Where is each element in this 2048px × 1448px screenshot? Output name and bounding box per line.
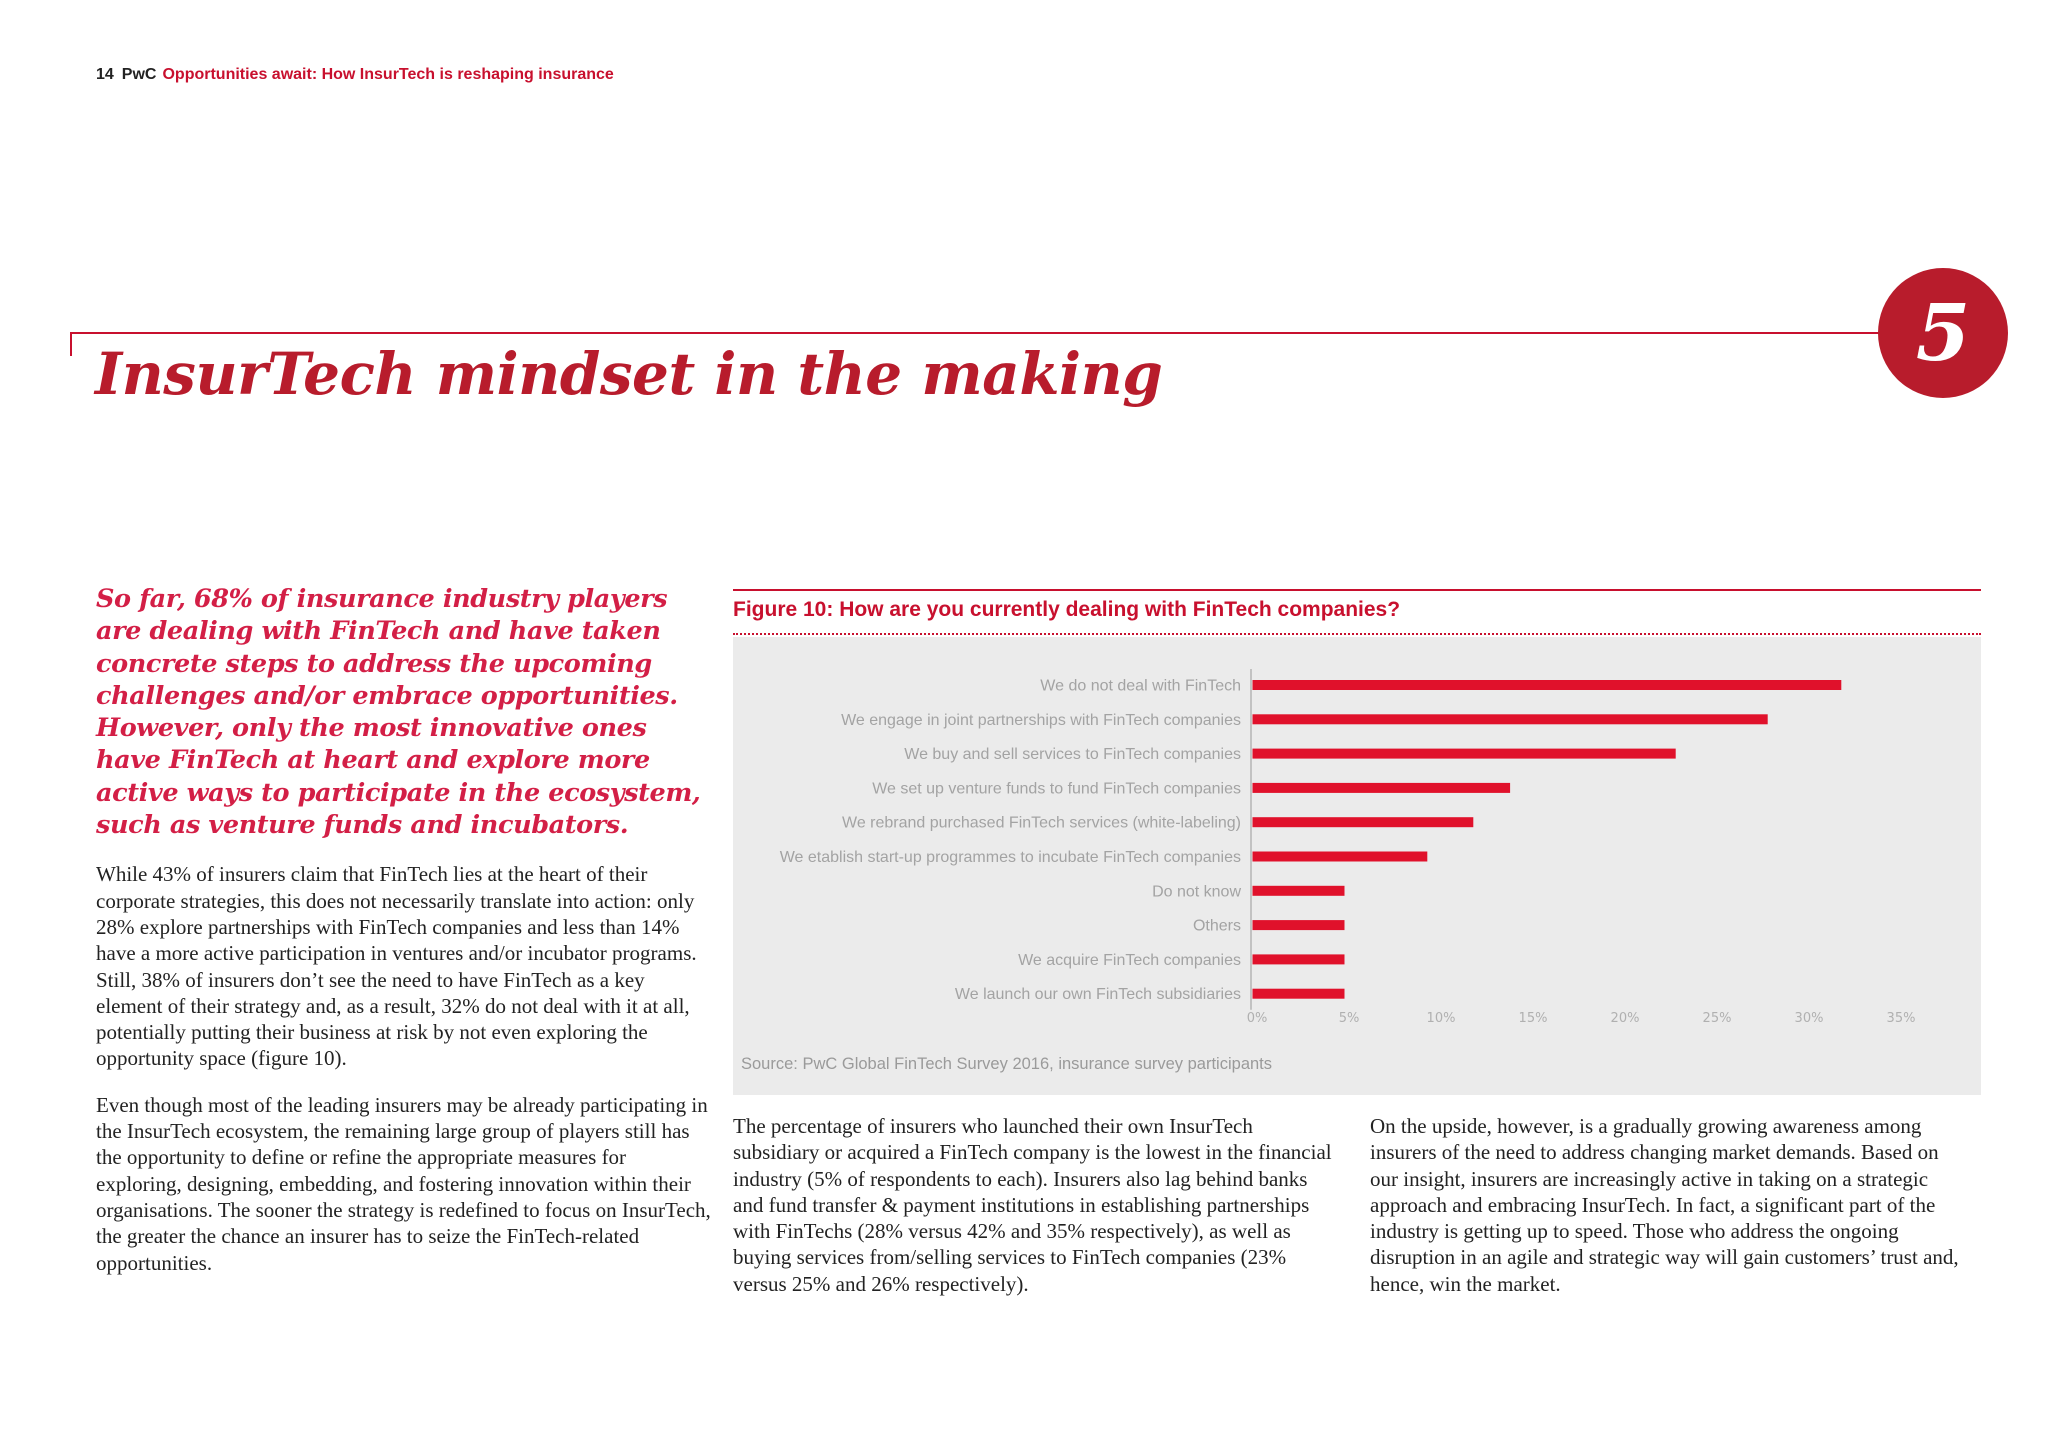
chart-bar	[1253, 886, 1345, 896]
chart-bar	[1253, 852, 1428, 862]
chart-bar	[1253, 920, 1345, 930]
chart-x-tick-label: 25%	[1702, 1011, 1732, 1026]
chart-bar	[1253, 680, 1842, 690]
chart-category-label: Others	[1192, 917, 1241, 935]
intro-paragraph: So far, 68% of insurance industry players are dealing with FinTech and have taken concrete steps to address the upcoming challenges and/or embrace opportunities. However, only the most innovative ones have FinTech at heart and explore more active ways to participate in the ecosystem, such as venture funds and incubators.	[96, 584, 701, 841]
bar-chart	[733, 637, 1981, 1037]
right-column	[1370, 1113, 1970, 1317]
chart-category-label: We launch our own FinTech subsidiaries	[954, 986, 1241, 1004]
chart-panel	[733, 637, 1981, 1095]
body-paragraph-2: Even though most of the leading insurers may be already participating in the InsurTech ecosystem, the remaining large group of players still has the opportunity to define or refine the appropriate measures for exploring, designing, embedding, and fostering innovation within their organisations. The sooner the strategy is redefined to focus on InsurTech, the greater the chance an insurer has to seize the FinTech-related opportunities.	[96, 1092, 711, 1275]
figure-title: Figure 10: How are you currently dealing with FinTech companies?	[733, 598, 1401, 621]
chart-category-label: We engage in joint partnerships with FinTech companies	[841, 711, 1241, 729]
body-paragraph-4: On the upside, however, is a gradually growing awareness among insurers of the need to address changing market demands. Based on our insight, insurers are increasingly active in taking on a strategic approach and embracing InsurTech. In fact, a significant part of the industry is getting up to speed. Those who address the ongoing disruption in an agile and strategic way will gain customers’ trust and, hence, win the market.	[1370, 1114, 1959, 1296]
figure-source: Source: PwC Global FinTech Survey 2016, insurance survey participants	[741, 1055, 1273, 1073]
left-column	[96, 583, 711, 1296]
title-rule	[70, 332, 1900, 334]
chart-category-label: We buy and sell services to FinTech companies	[904, 746, 1241, 764]
chart-bar	[1253, 714, 1768, 724]
chart-x-tick-label: 20%	[1610, 1011, 1640, 1026]
chart-category-label: Do not know	[1152, 883, 1241, 901]
middle-column	[733, 1113, 1333, 1317]
chart-bar	[1253, 749, 1676, 759]
chart-category-label: We do not deal with FinTech	[1040, 677, 1241, 695]
figure-10	[733, 589, 1981, 1095]
chart-category-label: We rebrand purchased FinTech services (white-labeling)	[842, 814, 1241, 832]
chart-x-tick-label: 10%	[1426, 1011, 1456, 1026]
chart-x-tick-label: 15%	[1518, 1011, 1548, 1026]
chart-bar	[1253, 783, 1511, 793]
chart-bar	[1253, 817, 1474, 827]
title-rule-tick	[70, 332, 72, 356]
figure-top-rule	[733, 589, 1981, 591]
chart-category-label: We etablish start-up programmes to incubate FinTech companies	[779, 849, 1241, 866]
chapter-number-badge: 5	[1878, 268, 2008, 398]
figure-dotted-divider	[733, 633, 1981, 635]
chart-x-tick-label: 30%	[1794, 1011, 1824, 1026]
chart-x-tick-label: 35%	[1886, 1011, 1916, 1026]
document-title: Opportunities await: How InsurTech is reshaping insurance	[162, 66, 614, 83]
chart-x-tick-label: 0%	[1246, 1011, 1268, 1026]
chart-category-label: We set up venture funds to fund FinTech companies	[872, 780, 1241, 798]
section-title: InsurTech mindset in the making	[95, 340, 1163, 408]
body-paragraph-3: The percentage of insurers who launched their own InsurTech subsidiary or acquired a FinTech company is the lowest in the financial industry (5% of respondents to each). Insurers also lag behind banks and fund transfer & payment institutions in establishing partnerships with FinTechs (28% versus 42% and 35% respectively), as well as buying services from/selling services to FinTech companies (23% versus 25% and 26% respectively).	[733, 1114, 1332, 1296]
page-number: 14	[96, 66, 114, 83]
chart-category-label: We acquire FinTech companies	[1018, 951, 1241, 969]
brand-name: PwC	[121, 66, 157, 83]
running-header	[96, 66, 614, 84]
chart-bar	[1253, 954, 1345, 964]
body-paragraph-1: While 43% of insurers claim that FinTech lies at the heart of their corporate strategies, this does not necessarily translate into action: only 28% explore partnerships with FinTech companies and less than 14% have a more active participation in ventures and/or incubator programs. Still, 38% of insurers don’t see the need to have FinTech as a key element of their strategy and, as a result, 32% do not deal with it at all, potentially putting their business at risk by not even exploring the opportunity space (figure 10).	[96, 862, 697, 1071]
chart-bar	[1253, 989, 1345, 999]
chart-x-tick-label: 5%	[1338, 1011, 1360, 1026]
